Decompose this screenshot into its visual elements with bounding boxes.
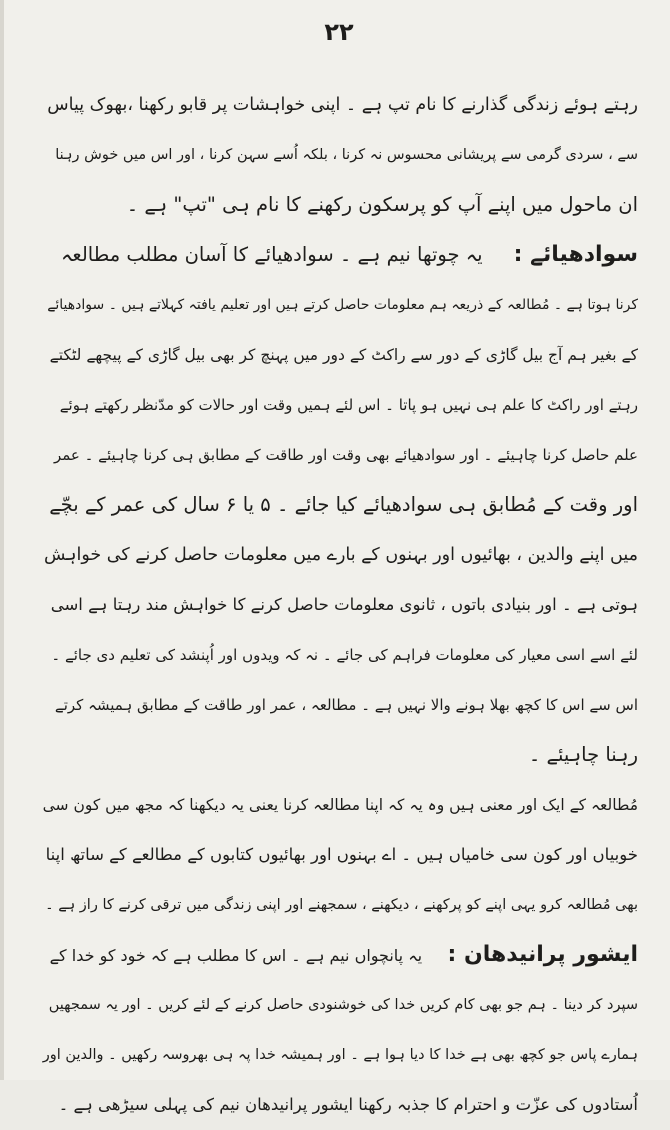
text-line: خوبیاں اور کون سی خامیاں ہیں ۔ اے بہنوں اور بھائیوں کتابوں کے مطالعے کے ساتھ اپنا <box>45 845 638 864</box>
text-line: اس سے اس کا کچھ بھلا ہونے والا نہیں ہے ۔ مطالعہ ، عمر اور طاقت کے مطابق ہمیشہ کرتے <box>54 696 638 714</box>
text-line: ہوتی ہے ۔ اور بنیادی باتوں ، ثانوی معلومات حاصل کرنے کا خواہش مند رہتا ہے اسی <box>50 595 638 614</box>
text-line: کے بغیر ہم آج بیل گاڑی کے دور سے راکٹ کے دور میں پہنچ کر بھی بیل گاڑی کے پیچھے لٹکتے <box>49 346 638 364</box>
text-line: اُستادوں کی عزّت و احترام کا جذبہ رکھنا ایشور پرانیدھان نیم کی پہلی سیڑھی ہے ۔ <box>58 1095 638 1114</box>
text-span: یہ چوتھا نیم ہے ۔ سوادھیائے کا آسان مطلب مطالعہ <box>60 243 483 266</box>
text-line: کرنا ہوتا ہے ۔ مُطالعہ کے ذریعہ ہم معلومات حاصل کرتے ہیں اور تعلیم یافتہ کہلاتے ہیں ۔ سوادھیائے <box>47 297 638 313</box>
text-line: لئے اسے اسی معیار کی معلومات فراہم کی جائے ۔ نہ کہ ویدوں اور اُپنشد کی تعلیم دی جائے ۔ <box>51 646 638 664</box>
section-term: ایشور پرانیدھان : <box>447 942 638 967</box>
text-line: علم حاصل کرنا چاہیئے ۔ اور سوادھیائے بھی وقت اور طاقت کے مطابق ہی کرنا چاہیئے ۔ عمر <box>53 446 638 464</box>
text-line: رہتے ہوئے زندگی گذارنے کا نام تپ ہے ۔ اپنی خواہشات پر قابو رکھنا ،بھوک پیاس <box>47 95 638 115</box>
page-body <box>42 80 638 1130</box>
text-line <box>42 930 638 980</box>
text-line: رہنا چاہیئے ۔ <box>528 743 638 766</box>
text-line: رہتے اور راکٹ کا علم ہی نہیں ہو پاتا ۔ اس لئے ہمیں وقت اور حالات کو مدّنظر رکھتے ہوئے <box>59 396 638 414</box>
text-line: میں اپنے والدین ، بھائیوں اور بہنوں کے بارے میں معلومات حاصل کرنے کی خواہش <box>43 545 638 565</box>
text-span: یہ پانچواں نیم ہے ۔ اس کا مطلب ہے کہ خود کو خدا کے <box>49 946 423 965</box>
text-line <box>42 230 638 280</box>
text-line: سے ، سردی گرمی سے پریشانی محسوس نہ کرنا ، بلکہ اُسے سہن کرنا ، اور اس میں خوش رہنا <box>55 147 638 163</box>
text-line: ان ماحول میں اپنے آپ کو پرسکون رکھنے کا نام ہی "تپ" ہے ۔ <box>126 193 638 216</box>
text-line: بھی مُطالعہ کرو یہی اپنے کو پرکھنے ، دیکھنے ، سمجھنے اور اپنی زندگی میں ترقی کرنے کا راز ہے ۔ <box>45 897 638 913</box>
text-line: مُطالعہ کے ایک اور معنی ہیں وہ یہ کہ اپنا مطالعہ کرنا یعنی یہ دیکھنا کہ مجھ میں کون سی <box>42 796 638 814</box>
text-line: ہمارے پاس جو کچھ بھی ہے خدا کا دیا ہوا ہے ۔ اور ہمیشہ خدا پہ ہی بھروسہ رکھیں ۔ والدین اور <box>42 1047 638 1063</box>
page-number: ۲۲ <box>324 18 354 46</box>
section-term: سوادھیائے : <box>513 242 638 267</box>
text-line: اور وقت کے مُطابق ہی سوادھیائے کیا جائے ۔ ۵ یا ۶ سال کی عمر کے بچّے <box>49 493 638 516</box>
text-line: سپرد کر دینا ۔ ہم جو بھی کام کریں خدا کی خوشنودی حاصل کرنے کے لئے کریں ۔ اور یہ سمجھیں <box>48 997 638 1013</box>
